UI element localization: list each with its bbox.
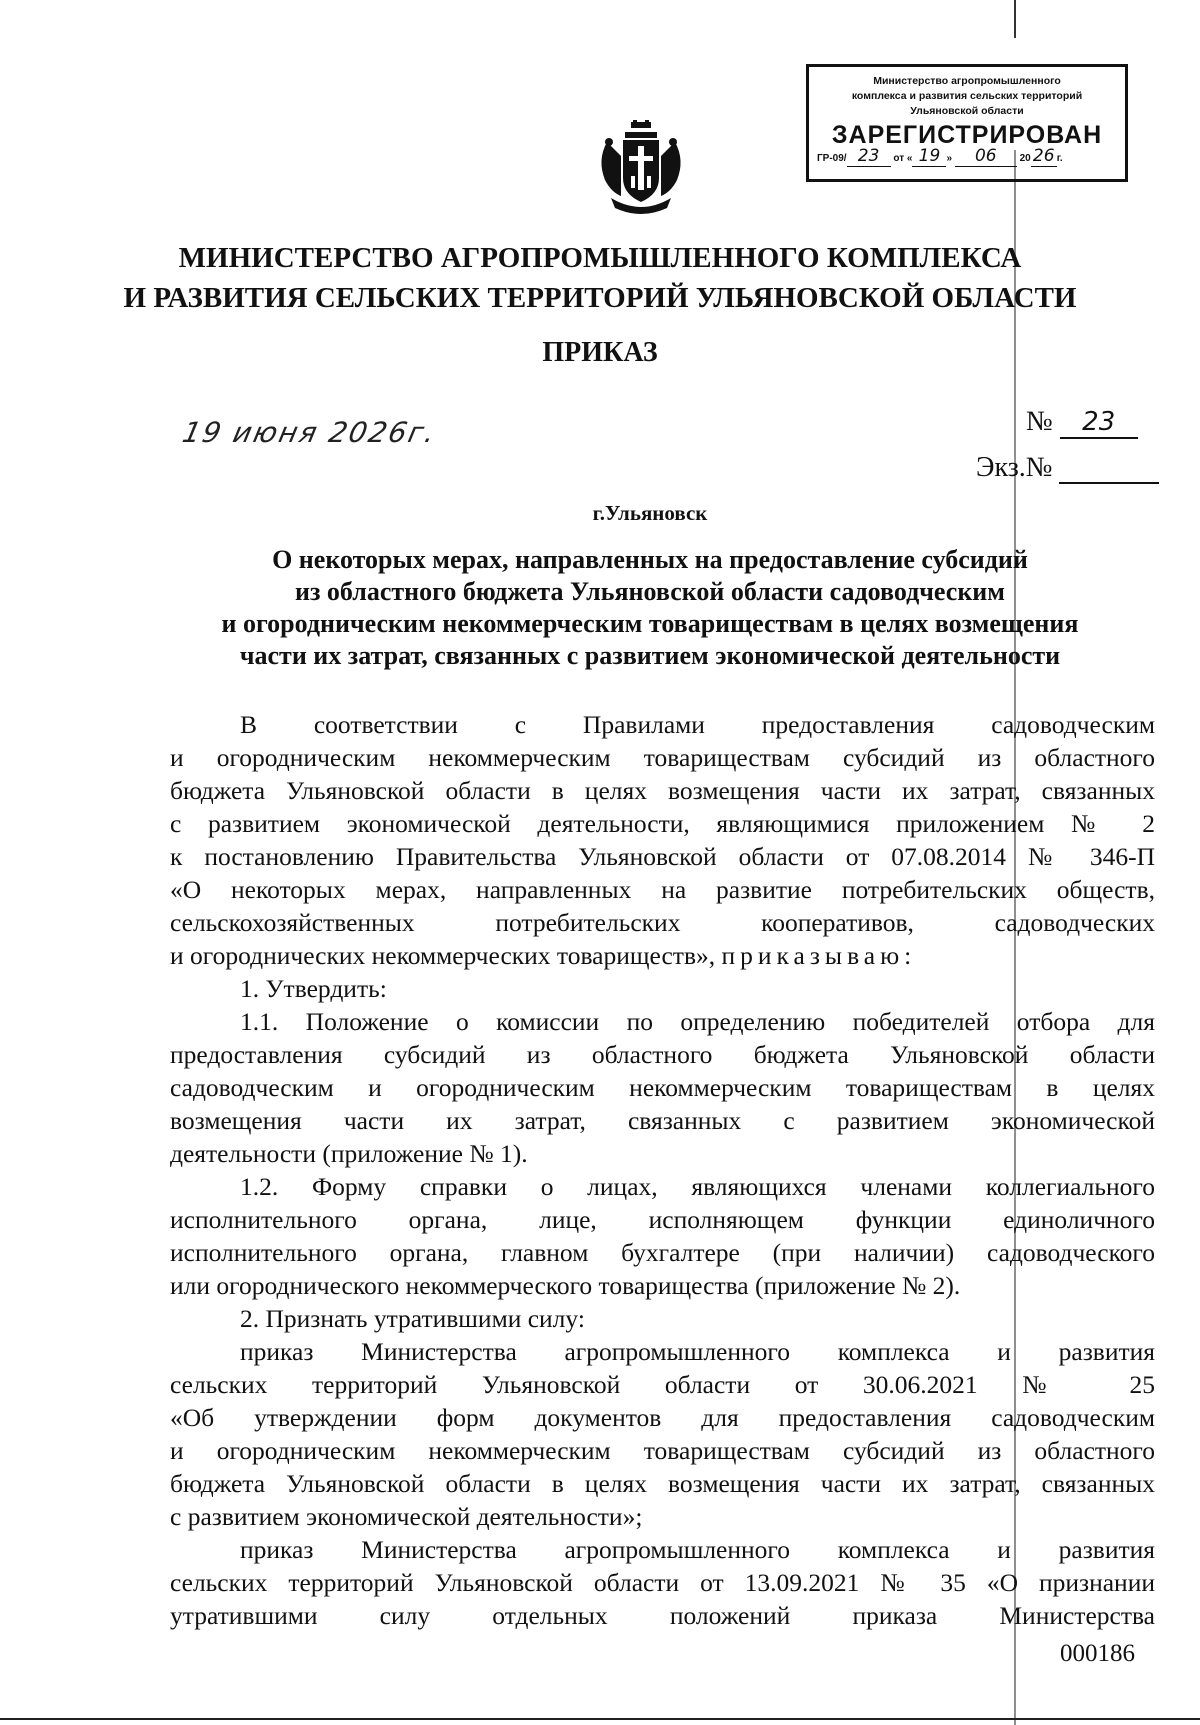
- handwritten-date: 19 июня 2026г.: [179, 416, 440, 449]
- order-number: № 23: [1026, 406, 1138, 439]
- city: г.Ульяновск: [592, 501, 708, 525]
- body-line: приказ Министерства агропромышленного комплекса и развития: [240, 1337, 1155, 1366]
- body-line: бюджета Ульяновской области в целях возмещения части их затрат, связанных: [170, 776, 1155, 805]
- stamp-year: 26: [1031, 146, 1057, 167]
- body-line: исполнительного органа, лице, исполняющем функции единоличного: [170, 1205, 1155, 1234]
- item-heading: 1. Утвердить:: [240, 974, 387, 1003]
- copy-number: Экз.№: [976, 452, 1159, 484]
- body-line: В соответствии с Правилами предоставления садоводческим: [240, 710, 1155, 739]
- body-line: и огородническим некоммерческим товариществам субсидий из областного: [170, 743, 1155, 772]
- stamp-reg-number: 23: [847, 146, 891, 167]
- coat-of-arms-emblem: [595, 120, 687, 220]
- body-line: с развитием экономической деятельности, являющимися приложением № 2: [170, 809, 1155, 838]
- ministry-name: МИНИСТЕРСТВО АГРОПРОМЫШЛЕННОГО КОМПЛЕКСА И РАЗВИТИЯ СЕЛЬСКИХ ТЕРРИТОРИЙ УЛЬЯНОВСКОЙ ОБЛАСТИ: [123, 242, 1077, 314]
- stamp-day: 19: [912, 146, 946, 167]
- stamp-month: 06: [955, 146, 1017, 167]
- body-line: 1.1. Положение о комиссии по определению победителей отбора для: [240, 1007, 1155, 1036]
- order-directive: приказываю:: [721, 941, 917, 970]
- body-line: к постановлению Правительства Ульяновской области от 07.08.2014 № 346-П: [170, 842, 1155, 871]
- body-line: «Об утверждении форм документов для предоставления садоводческим: [170, 1403, 1155, 1432]
- body-line: исполнительного органа, главном бухгалтере (при наличии) садоводческого: [170, 1238, 1155, 1267]
- order-body: [170, 708, 1155, 1632]
- stamp-organization: Министерство агропромышленного комплекса и развития сельских территорий Ульяновской области: [851, 75, 1083, 117]
- document-serial-code: 000186: [1060, 1640, 1135, 1667]
- body-line: сельских территорий Ульяновской области от 30.06.2021 № 25: [170, 1370, 1155, 1399]
- body-line: утратившими силу отдельных положений приказа Министерства: [170, 1601, 1155, 1630]
- body-line: садоводческим и огородническим некоммерческим товариществам в целях: [170, 1073, 1155, 1102]
- body-line: «О некоторых мерах, направленных на развитие потребительских обществ,: [170, 875, 1155, 904]
- body-line: предоставления субсидий из областного бюджета Ульяновской области: [170, 1040, 1155, 1069]
- body-line: бюджета Ульяновской области в целях возмещения части их затрат, связанных: [170, 1469, 1155, 1498]
- order-number-value: 23: [1060, 407, 1138, 439]
- body-line: и огороднических некоммерческих товариществ», приказываю:: [170, 941, 917, 970]
- body-line: с развитием экономической деятельности»;: [170, 1502, 643, 1531]
- copy-number-blank: [1059, 456, 1159, 484]
- scan-artifact-line: [1014, 0, 1016, 38]
- body-line: деятельности (приложение № 1).: [170, 1139, 528, 1168]
- stamp-title: ЗАРЕГИСТРИРОВАН: [831, 121, 1103, 149]
- body-line: 1.2. Форму справки о лицах, являющихся членами коллегиального: [240, 1172, 1155, 1201]
- registration-stamp: [806, 64, 1128, 182]
- body-line: приказ Министерства агропромышленного комплекса и развития: [240, 1535, 1155, 1564]
- body-line: сельскохозяйственных потребительских кооперативов, садоводческих: [170, 908, 1155, 937]
- page-edge: [0, 1718, 1200, 1720]
- body-line: или огороднического некоммерческого товарищества (приложение № 2).: [170, 1271, 961, 1300]
- document-type: ПРИКАЗ: [542, 337, 658, 368]
- body-line: сельских территорий Ульяновской области от 13.09.2021 № 35 «О признании: [170, 1568, 1155, 1597]
- body-line: и огородническим некоммерческим товариществам субсидий из областного: [170, 1436, 1155, 1465]
- order-subject: О некоторых мерах, направленных на предоставление субсидий из областного бюджета Ульяновской области садоводческим и огородническим некоммерческим товариществам в целях возмещения части их затрат, связанных с развитием экономической деятельности: [221, 545, 1079, 670]
- stamp-registration-line: ГР-09/ 23 от « 19 » 06 20 26 г.: [817, 146, 1063, 166]
- body-line: возмещения части их затрат, связанных с развитием экономической: [170, 1106, 1155, 1135]
- item-heading: 2. Признать утратившими силу:: [240, 1304, 585, 1333]
